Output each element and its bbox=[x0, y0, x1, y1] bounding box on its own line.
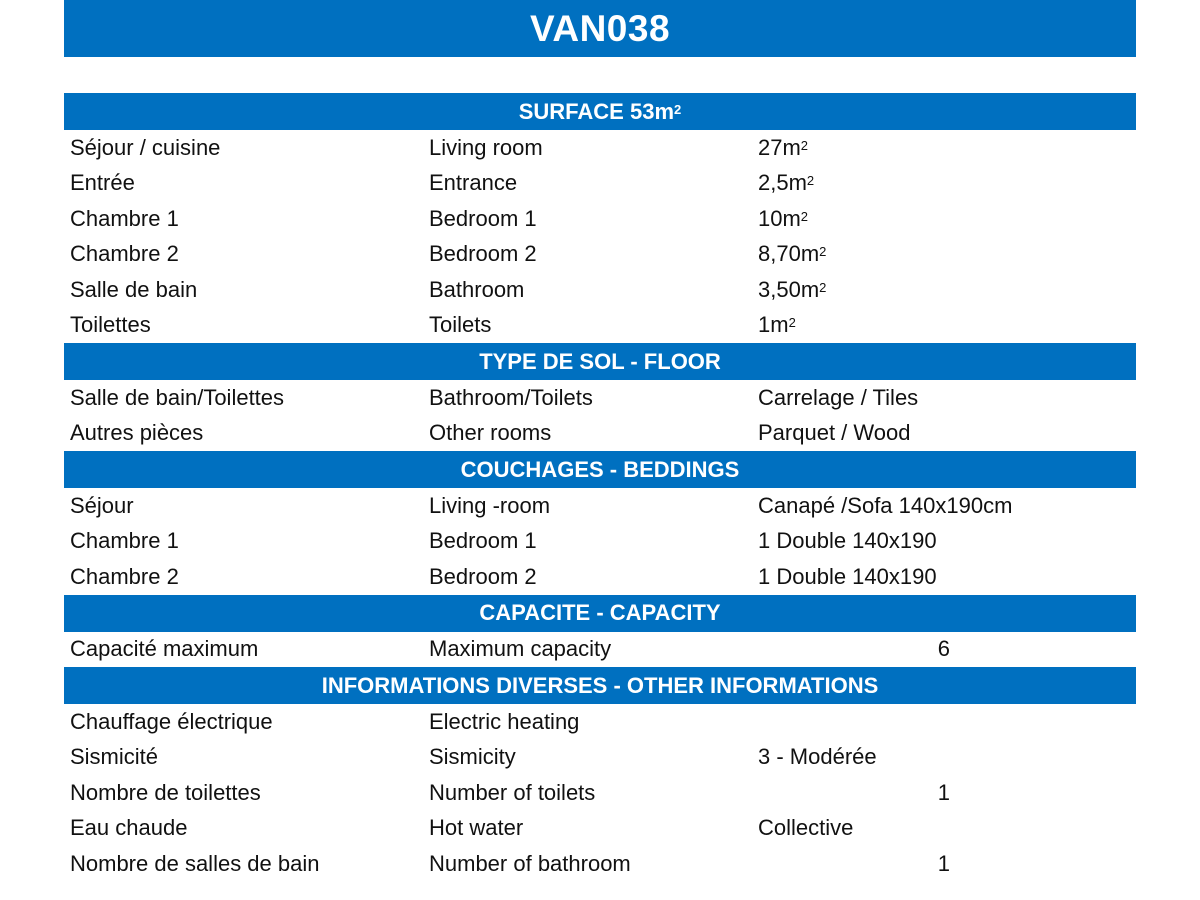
english-label: Sismicity bbox=[429, 744, 516, 770]
section-header-other bbox=[64, 667, 1136, 704]
section-title: INFORMATIONS DIVERSES - OTHER INFORMATIONS bbox=[321, 672, 879, 698]
french-label: Nombre de toilettes bbox=[70, 779, 261, 805]
english-label: Bathroom bbox=[429, 276, 525, 302]
french-label: Chambre 2 bbox=[70, 563, 179, 589]
value-text: 2,5m bbox=[758, 170, 807, 196]
english-label: Number of bathroom bbox=[429, 850, 631, 876]
english-label: Bedroom 1 bbox=[429, 205, 537, 231]
table-row bbox=[64, 237, 1136, 273]
table-row bbox=[64, 380, 1136, 416]
value-cell: 3,50m $^2$ bbox=[758, 276, 827, 302]
value-cell: 1m $^2$ bbox=[758, 312, 796, 338]
section-title: CAPACITE - CAPACITY bbox=[479, 600, 721, 625]
french-label: Autres pièces bbox=[70, 420, 204, 446]
table-row bbox=[64, 201, 1136, 237]
section-header-floor bbox=[64, 343, 1136, 380]
value-text: 8,70m bbox=[758, 241, 820, 267]
section-title: TYPE DE SOL - FLOOR bbox=[479, 348, 721, 374]
french-label: Salle de bain/Toilettes bbox=[70, 384, 285, 410]
english-label: Other rooms bbox=[429, 420, 552, 446]
french-label: Chambre 1 bbox=[70, 205, 179, 231]
table-row bbox=[64, 559, 1136, 595]
french-label: Chauffage électrique bbox=[70, 708, 273, 734]
value-cell: 1 Double 140x190 bbox=[758, 528, 937, 554]
english-label: Bathroom/Toilets bbox=[429, 384, 593, 410]
value-cell: 6 bbox=[937, 636, 950, 662]
value-cell: 1 bbox=[937, 779, 950, 805]
english-label: Number of toilets bbox=[429, 779, 596, 805]
english-label: Electric heating bbox=[429, 708, 580, 734]
table-row bbox=[64, 130, 1136, 166]
english-label: Bedroom 2 bbox=[429, 241, 537, 267]
french-label: Sismicité bbox=[70, 744, 159, 770]
value-cell: 10m $^2$ bbox=[758, 205, 809, 231]
section-header-surface: SURFACE 53m $^2$ bbox=[64, 93, 1136, 130]
table-row bbox=[64, 846, 1136, 882]
table-row bbox=[64, 524, 1136, 560]
english-label: Bedroom 2 bbox=[429, 563, 537, 589]
table-row bbox=[64, 740, 1136, 776]
value-text: 27m bbox=[758, 134, 801, 160]
french-label: Entrée bbox=[70, 170, 135, 196]
table-row bbox=[64, 811, 1136, 847]
table-row bbox=[64, 416, 1136, 452]
value-cell: 3 - Modérée bbox=[758, 744, 877, 770]
table-row bbox=[64, 166, 1136, 202]
english-label: Living -room bbox=[429, 492, 551, 518]
value-cell: Canapé /Sofa 140x190cm bbox=[758, 492, 1013, 518]
property-sheet bbox=[64, 93, 1136, 882]
section-title: SURFACE 53m bbox=[518, 98, 675, 124]
table-row bbox=[64, 704, 1136, 740]
value-cell: 2,5m $^2$ bbox=[758, 170, 815, 196]
section-header-beddings bbox=[64, 451, 1136, 488]
french-label: Chambre 2 bbox=[70, 241, 179, 267]
french-label: Toilettes bbox=[70, 312, 151, 338]
page-title: VAN038 bbox=[64, 0, 1136, 57]
table-row bbox=[64, 775, 1136, 811]
table-row bbox=[64, 632, 1136, 668]
value-cell: Parquet / Wood bbox=[758, 420, 911, 446]
table-row bbox=[64, 272, 1136, 308]
french-label: Capacité maximum bbox=[70, 636, 259, 662]
value-cell: 1 Double 140x190 bbox=[758, 563, 937, 589]
french-label: Eau chaude bbox=[70, 815, 188, 841]
value-cell: 27m $^2$ bbox=[758, 134, 809, 160]
value-text: 3,50m bbox=[758, 276, 820, 302]
section-header-capacity bbox=[64, 595, 1136, 632]
english-label: Entrance bbox=[429, 170, 518, 196]
english-label: Maximum capacity bbox=[429, 636, 612, 662]
value-cell: Collective bbox=[758, 815, 854, 841]
french-label: Séjour bbox=[70, 492, 134, 518]
french-label: Séjour / cuisine bbox=[70, 134, 221, 160]
french-label: Chambre 1 bbox=[70, 528, 179, 554]
value-text: 1m bbox=[758, 312, 789, 338]
value-cell: 8,70m $^2$ bbox=[758, 241, 827, 267]
french-label: Salle de bain bbox=[70, 276, 198, 302]
french-label: Nombre de salles de bain bbox=[70, 850, 320, 876]
table-row bbox=[64, 308, 1136, 344]
value-cell: 1 bbox=[937, 850, 950, 876]
english-label: Living room bbox=[429, 134, 543, 160]
english-label: Hot water bbox=[429, 815, 524, 841]
value-text: 10m bbox=[758, 205, 801, 231]
section-title: COUCHAGES - BEDDINGS bbox=[460, 456, 740, 482]
table-row bbox=[64, 488, 1136, 524]
value-cell: Carrelage / Tiles bbox=[758, 384, 919, 410]
english-label: Bedroom 1 bbox=[429, 528, 537, 554]
english-label: Toilets bbox=[429, 312, 492, 338]
